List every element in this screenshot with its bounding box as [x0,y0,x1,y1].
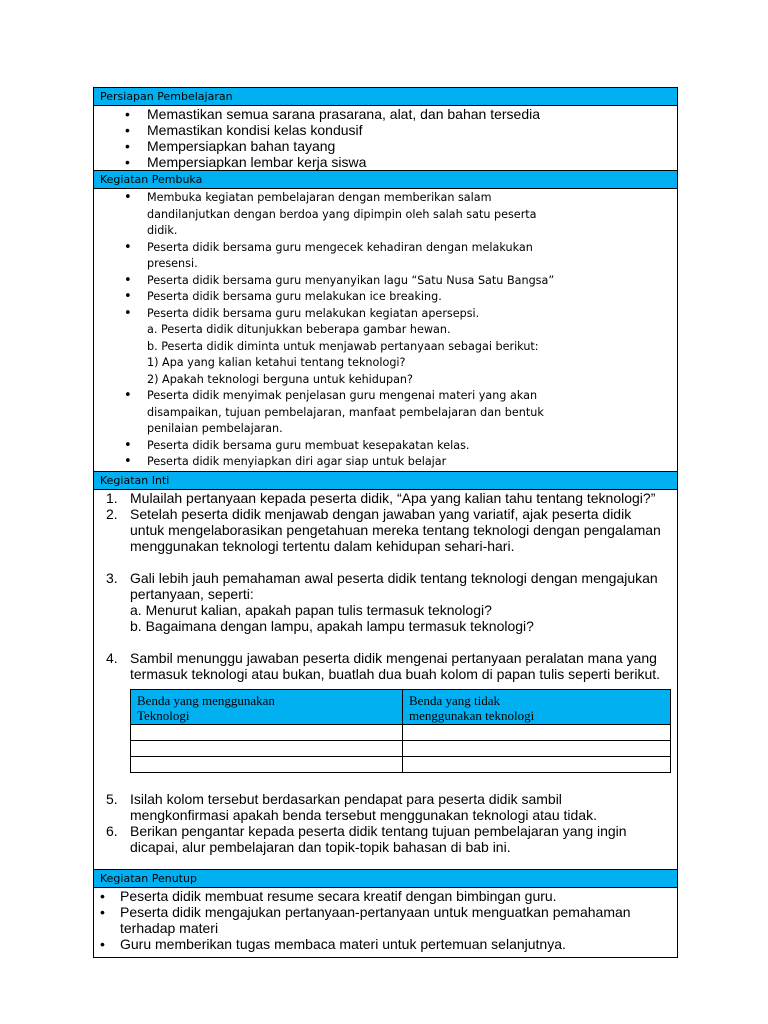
section-header-inti: Kegiatan Inti [94,472,677,490]
list-item [94,306,567,389]
inti-list [94,490,677,682]
line: dicapai, alur pembelajaran dan topik-topik bahasan di bab ini. [130,838,511,855]
line: termasuk teknologi atau bukan, buatlah dua buah kolom di papan tulis seperti berikut. [130,665,661,682]
section-persiapan [94,88,677,171]
spacer [94,634,677,650]
line: 1) Apa yang kalian ketahui tentang teknologi? [147,356,406,369]
list-item [94,823,677,855]
line: • Peserta didik bersama guru mengecek kehadiran dengan melakukan [147,240,533,254]
line: pertanyaan, seperti: [130,585,254,602]
line: Benda yang menggunakan [137,692,275,708]
list-item: • Memastikan semua sarana prasarana, alat, dan bahan tersedia [94,106,677,122]
item-number: 2. [106,505,118,522]
line: mengkonfirmasi apakah benda tersebut menggunakan teknologi atau tidak. [130,806,597,823]
item-number: 1. [106,489,118,506]
lesson-plan-table [93,87,678,958]
list-item [94,273,567,290]
line: Setelah peserta didik menjawab dengan jawaban yang variatif, ajak peserta didik [130,505,632,522]
list-item [94,570,677,634]
list-item [94,888,677,904]
line: Benda yang tidak [409,692,500,708]
list-item [94,936,677,952]
line: Isilah kolom tersebut berdasarkan pendapat para peserta didik sambil [130,790,562,807]
line: dandilanjutkan dengan berdoa yang dipimpin oleh salah satu peserta didik. [147,207,537,237]
line: a. Menurut kalian, apakah papan tulis termasuk teknologi? [130,601,492,618]
line: • Peserta didik menyimak penjelasan guru mengenai materi yang akan [147,389,538,402]
line: Berikan pengantar kepada peserta didik tentang tujuan pembelajaran yang ingin [130,822,627,839]
table-row [131,740,671,756]
line: • Peserta didik bersama guru melakukan kegiatan apersepsi. [147,306,480,320]
line: terhadap materi [120,919,219,936]
list-item [94,388,567,438]
list-item [94,490,677,506]
line: • Peserta didik bersama guru membuat kesepakatan kelas. [147,438,470,452]
item-number: 4. [106,649,118,666]
inti-list-continued [94,781,677,869]
line: • Peserta didik menyiapkan diri agar siap untuk belajar [147,455,447,468]
line: Teknologi [137,707,190,723]
section-inti [94,472,677,870]
list-item [94,438,567,455]
section-penutup [94,870,677,957]
table-cell [403,756,671,772]
section-header-penutup: Kegiatan Penutup [94,870,677,888]
list-item: • Mempersiapkan lembar kerja siswa [94,154,677,170]
table-header-cell [131,689,403,724]
line: • Peserta didik bersama guru melakukan ice breaking. [147,290,442,303]
line: b. Peserta didik diminta untuk menjawab pertanyaan sebagai berikut: [147,339,539,353]
table-row [131,724,671,740]
list-item [94,454,567,471]
list-item [94,650,677,682]
list-item [94,240,567,273]
table-cell [403,724,671,740]
list-item: • Memastikan kondisi kelas kondusif [94,122,677,138]
table-header-row [131,689,671,724]
line: • Guru memberikan tugas membaca materi untuk pertemuan selanjutnya. [120,935,566,952]
table-cell [403,740,671,756]
line: menggunakan teknologi [409,707,535,723]
line: untuk mengelaborasikan pengetahuan mereka tentang teknologi dengan pengalaman [130,521,661,538]
line: presensi. [147,257,198,270]
item-number: 5. [106,790,118,807]
line: b. Bagaimana dengan lampu, apakah lampu termasuk teknologi? [130,617,534,634]
table-header-cell [403,689,671,724]
line: • Peserta didik membuat resume secara kreatif dengan bimbingan guru. [120,887,557,904]
list-item [94,506,677,554]
technology-columns-table [130,689,671,773]
table-row [131,756,671,772]
line: disampaikan, tujuan pembelajaran, manfaat pembelajaran dan bentuk [147,405,544,419]
persiapan-list [94,106,677,170]
spacer [94,554,677,570]
section-header-persiapan: Persiapan Pembelajaran [94,88,677,106]
line: Sambil menunggu jawaban peserta didik mengenai pertanyaan peralatan mana yang [130,649,657,666]
line: Mulailah pertanyaan kepada peserta didik, “Apa yang kalian tahu tentang teknologi?” [130,489,656,506]
line: • Peserta didik mengajukan pertanyaan-pertanyaan untuk menguatkan pemahaman [120,903,631,920]
section-header-pembuka: Kegiatan Pembuka [94,171,677,189]
list-item [94,904,677,936]
section-pembuka [94,171,677,472]
list-item: • Mempersiapkan bahan tayang [94,138,677,154]
line: a. Peserta didik ditunjukkan beberapa gambar hewan. [147,323,451,336]
line: 2) Apakah teknologi berguna untuk kehidupan? [147,372,413,386]
item-number: 6. [106,822,118,839]
list-item [94,289,567,306]
table-cell [131,724,403,740]
pembuka-list [94,189,677,471]
list-item [94,791,677,823]
line: • Peserta didik bersama guru menyanyikan lagu “Satu Nusa Satu Bangsa” [147,273,555,287]
penutup-list [94,888,677,957]
item-number: 3. [106,569,118,586]
table-cell [131,756,403,772]
line: • Membuka kegiatan pembelajaran dengan memberikan salam [147,191,492,204]
list-item [94,190,567,240]
line: Gali lebih jauh pemahaman awal peserta didik tentang teknologi dengan mengajukan [130,569,658,586]
line: penilaian pembelajaran. [147,422,283,435]
table-cell [131,740,403,756]
line: menggunakan teknologi tertentu dalam kehidupan sehari-hari. [130,537,515,554]
